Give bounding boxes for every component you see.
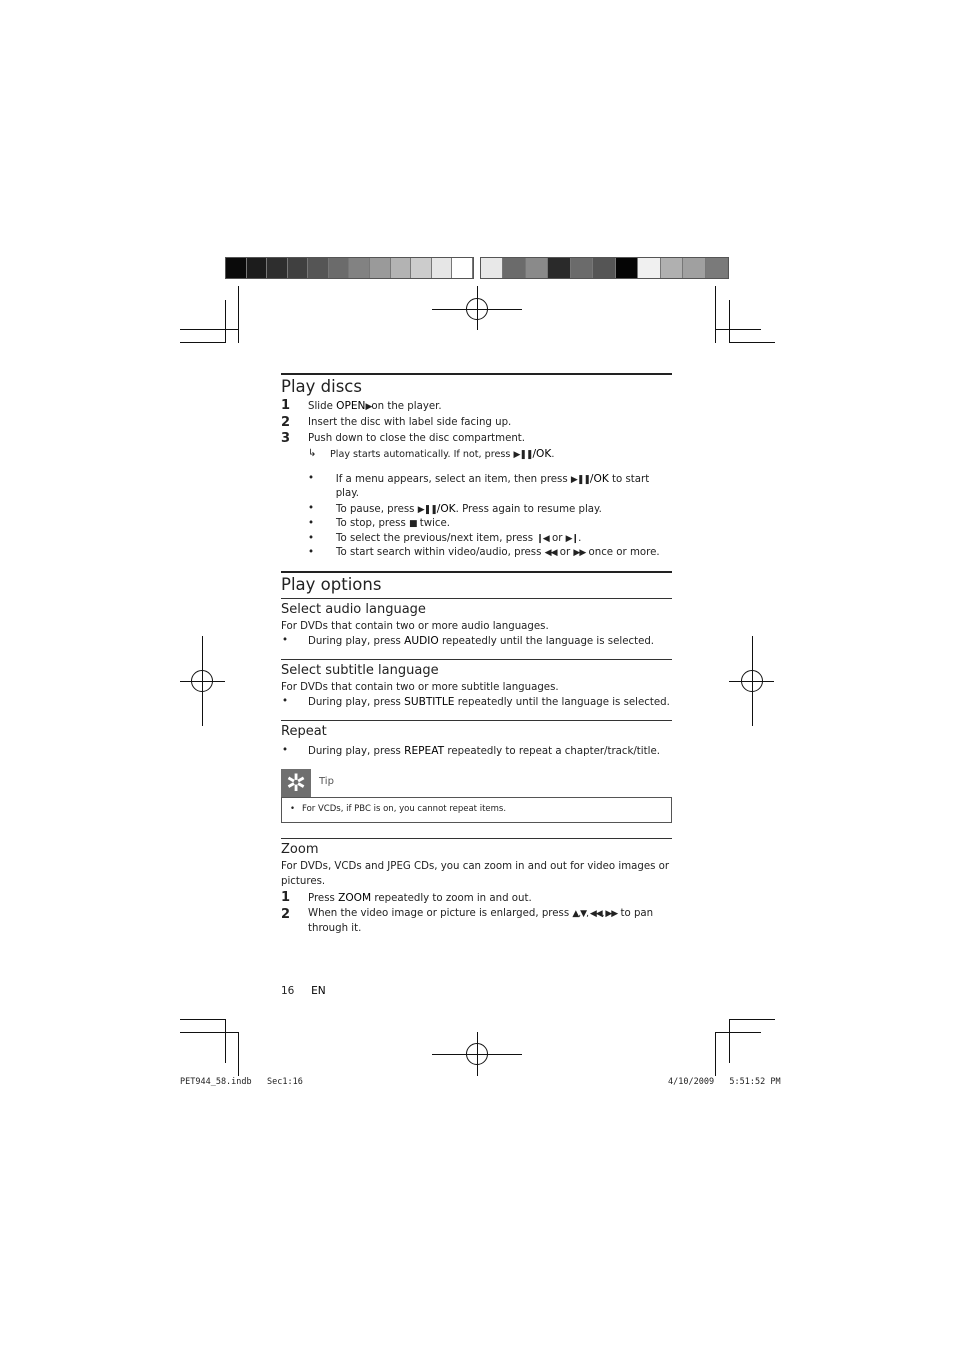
ok-key-label: /OK [532, 448, 552, 460]
result-arrow-icon: ↳ [308, 448, 317, 459]
section-title-play-options: Play options [281, 574, 382, 594]
crop-mark [715, 329, 761, 330]
color-swatch [661, 258, 683, 278]
color-swatch [391, 258, 412, 278]
rewind-icon: ◀◀ [544, 548, 557, 558]
footer-datetime: 4/10/2009 5:51:52 PM [668, 1077, 781, 1087]
registration-mark [191, 670, 213, 692]
direction-arrows-icon: ▲,▼, ◀◀, ▶▶ [572, 909, 618, 919]
subsection-title-audio: Select audio language [281, 601, 426, 617]
list-item: • During play, press SUBTITLE repeatedly until the language is selected. [282, 696, 670, 708]
color-swatch [329, 258, 350, 278]
registration-mark [466, 1043, 488, 1065]
step-text: Insert the disc with label side facing up. [308, 417, 512, 428]
manual-page-content [281, 373, 672, 936]
list-item: • To start search within video/audio, press ◀◀ or ▶▶ once or more. [308, 547, 660, 558]
crop-mark [729, 300, 730, 343]
crop-mark [180, 1019, 226, 1020]
step-item [281, 431, 672, 447]
list-item: • To stop, press ■ twice. [308, 518, 451, 529]
color-swatch [432, 258, 453, 278]
step-item: 2 When the video image or picture is enlarged, press ▲,▼, ◀◀, ▶▶ to pan through it. [281, 907, 672, 936]
color-swatch [267, 258, 288, 278]
step-number: 2 [281, 415, 291, 430]
step-item: 1 Press ZOOM repeatedly to zoom in and out. [281, 890, 532, 905]
list-item: • During play, press AUDIO repeatedly until the language is selected. [282, 635, 655, 647]
crop-mark [225, 1019, 226, 1063]
color-swatch [503, 258, 525, 278]
color-swatch [226, 258, 247, 278]
fast-forward-icon: ▶▶ [573, 548, 586, 558]
color-swatch [308, 258, 329, 278]
page-number: 16 EN [281, 985, 326, 997]
crop-mark [225, 300, 226, 343]
step-item [281, 415, 672, 431]
tip-asterisk-icon: ✲ [281, 769, 311, 797]
step-text: Slide [308, 401, 337, 412]
color-bar-left [225, 257, 474, 279]
color-swatch [593, 258, 615, 278]
color-swatch [370, 258, 391, 278]
step-item [281, 398, 672, 415]
color-swatch [349, 258, 370, 278]
result-text: Play starts automatically. If not, press [330, 449, 514, 460]
tip-label: Tip [319, 776, 334, 787]
repeat-key-label: REPEAT [404, 744, 445, 757]
open-key-label: OPEN [336, 400, 366, 412]
crop-mark [729, 1019, 775, 1020]
language-code: EN [311, 985, 326, 997]
play-pause-icon: ▶❚❚ [570, 474, 590, 485]
color-swatch [526, 258, 548, 278]
list-item: • To select the previous/next item, press ❙◀ or ▶❙. [308, 532, 582, 544]
zoom-intro: For DVDs, VCDs and JPEG CDs, you can zoom in and out for video images or pictures. [281, 861, 670, 887]
crop-mark [180, 329, 238, 330]
zoom-key-label: ZOOM [338, 892, 372, 904]
subsection-rule [281, 598, 672, 599]
tip-text: For VCDs, if PBC is on, you cannot repeat items. [302, 804, 507, 814]
subsection-rule [281, 659, 672, 660]
crop-mark [180, 342, 226, 343]
list-item: • To pause, press ▶❚❚/OK. Press again to resume play. [308, 502, 602, 515]
registration-mark [466, 298, 488, 320]
crop-mark [180, 1032, 238, 1033]
tip-box: • For VCDs, if PBC is on, you cannot repeat items. [281, 797, 672, 823]
footer-file-info: PET944_58.indb Sec1:16 [180, 1077, 303, 1087]
crop-mark [715, 286, 716, 343]
registration-mark [741, 670, 763, 692]
result-line: ↳ Play starts automatically. If not, press ▶❚❚/OK. [281, 447, 672, 463]
subsection-rule [281, 838, 672, 839]
color-swatch [683, 258, 705, 278]
play-icon: ▶ [365, 402, 372, 412]
step-number: 2 [281, 907, 291, 922]
step-number: 1 [281, 398, 291, 413]
color-swatch [706, 258, 728, 278]
play-pause-icon: ▶❚❚ [513, 450, 533, 460]
subsection-title-repeat: Repeat [281, 723, 327, 739]
color-swatch [288, 258, 309, 278]
audio-key-label: AUDIO [404, 635, 439, 647]
subtitle-intro: For DVDs that contain two or more subtitle languages. [281, 681, 559, 693]
list-item: • During play, press REPEAT repeatedly to repeat a chapter/track/title. [282, 744, 660, 757]
color-swatch [481, 258, 503, 278]
next-icon: ▶❙ [565, 533, 579, 544]
color-swatch [247, 258, 268, 278]
color-bar-right [480, 257, 729, 279]
play-pause-icon: ▶❚❚ [417, 504, 437, 515]
crop-mark [729, 342, 775, 343]
step-text: Push down to close the disc compartment. [308, 433, 526, 444]
color-swatch [571, 258, 593, 278]
color-swatch [638, 258, 660, 278]
subsection-rule [281, 720, 672, 721]
subtitle-key-label: SUBTITLE [404, 696, 455, 708]
tip-header [281, 769, 672, 797]
color-swatch [548, 258, 570, 278]
crop-mark [238, 286, 239, 343]
step-number: 1 [281, 890, 291, 905]
crop-mark [238, 1032, 239, 1076]
crop-mark [715, 1032, 761, 1033]
subsection-title-subtitle: Select subtitle language [281, 662, 439, 678]
audio-intro: For DVDs that contain two or more audio languages. [281, 620, 549, 632]
subsection-title-zoom: Zoom [281, 842, 319, 857]
color-swatch [616, 258, 638, 278]
section-title-play-discs: Play discs [281, 377, 362, 396]
step-text: on the player. [371, 401, 442, 412]
stop-icon: ■ [409, 519, 417, 529]
crop-mark [715, 1032, 716, 1076]
color-swatch [411, 258, 432, 278]
crop-mark [729, 1019, 730, 1063]
previous-icon: ❙◀ [536, 533, 549, 544]
list-item: • If a menu appears, select an item, then press ▶❚❚/OK to start play. [308, 472, 650, 499]
color-swatch [452, 258, 473, 278]
step-number: 3 [281, 431, 291, 446]
